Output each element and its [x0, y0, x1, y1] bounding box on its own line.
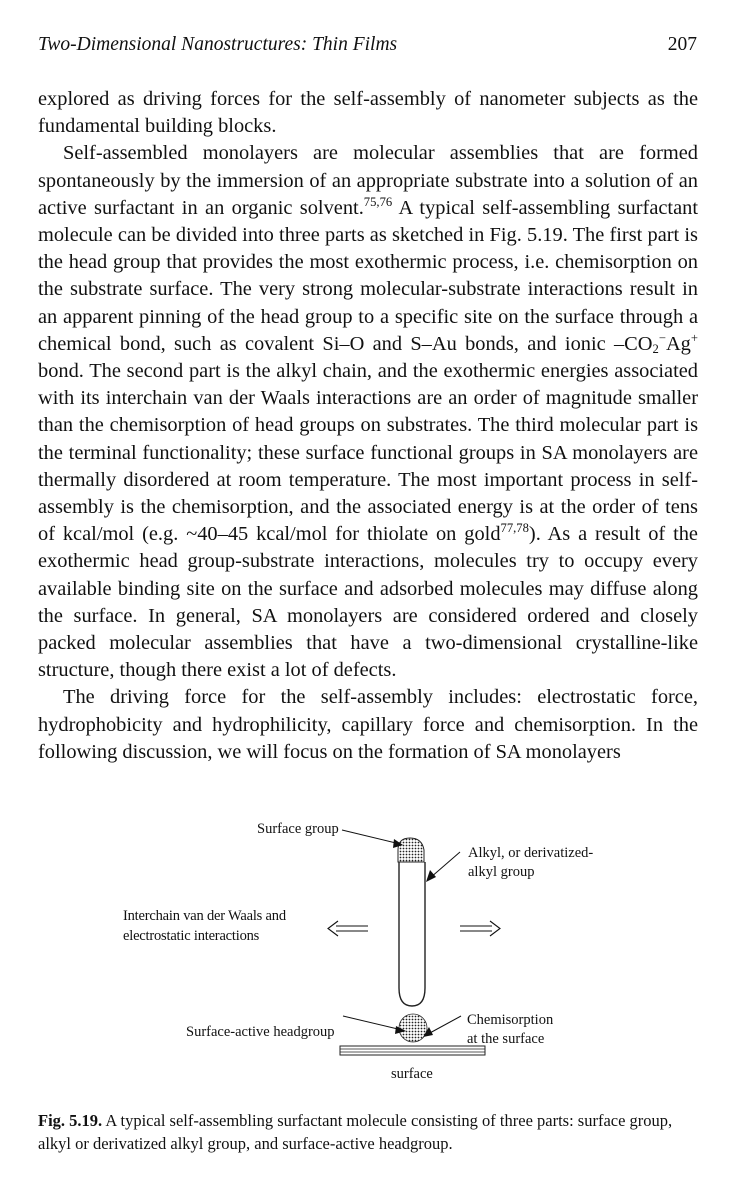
surfactant-molecule-diagram	[0, 820, 737, 1100]
label-surface-group: Surface group	[257, 821, 339, 837]
body-text	[38, 86, 698, 766]
caption-label: Fig. 5.19.	[38, 1111, 103, 1130]
p2-part4: ). As a result of the exothermic head group-substrate interactions, molecules try to occupy every available binding site on the surface and adsorbed molecules may diffuse along the surface. In general, SA monolayers are considered ordered and closely packed molecular assemblies that have a two-dimensional crystalline-like structure, though there exist a lot of defects.	[38, 523, 698, 682]
superscript-minus: −	[658, 331, 666, 345]
figure-5-19	[0, 820, 737, 1100]
left-double-arrow	[328, 921, 368, 936]
label-chemisorption-line1: Chemisorption	[467, 1012, 554, 1028]
label-alkyl-line2: alkyl group	[468, 864, 535, 880]
paragraph-3: The driving force for the self-assembly includes: electrostatic force, hydrophobicity and hydrophilicity, capillary force and chemisorption. In the following discussion, we will focus on the formation of SA monolayers	[38, 686, 698, 763]
alkyl-pointer	[430, 852, 460, 878]
p2-part1: Self-assembled monolayers are molecular assemblies that are formed spontaneously by the immersion of an appropriate substrate into a solution of an active surfactant in an organic solvent.	[38, 142, 698, 219]
figure-caption	[38, 1110, 700, 1155]
caption-text: A typical self-assembling surfactant molecule consisting of three parts: surface group, alkyl or derivatized alkyl group, and surface-active headgroup.	[38, 1111, 673, 1153]
label-interchain-line1: Interchain van der Waals and	[123, 908, 286, 924]
page-header	[38, 34, 697, 64]
citation-75-76: 75,76	[363, 194, 393, 209]
label-headgroup: Surface-active headgroup	[186, 1024, 335, 1040]
headgroup-pointer	[343, 1016, 402, 1030]
label-surface: surface	[391, 1066, 433, 1082]
page-number: 207	[667, 34, 697, 55]
citation-77-78: 77,78	[500, 521, 529, 536]
substrate-surface	[340, 1046, 485, 1055]
label-chemisorption-line2: at the surface	[467, 1031, 545, 1047]
paragraph-1: explored as driving forces for the self-assembly of nanometer subjects as the fundamental building blocks.	[38, 88, 698, 138]
superscript-plus: +	[690, 331, 698, 345]
surface-group-blob	[398, 838, 424, 862]
headgroup-circle	[399, 1014, 427, 1042]
surface-group-pointer	[342, 830, 400, 844]
label-alkyl-line1: Alkyl, or derivatized-	[468, 845, 594, 861]
subscript-2: 2	[652, 341, 659, 356]
running-title: Two-Dimensional Nanostructures: Thin Films	[38, 34, 398, 55]
chemisorption-pointer	[428, 1016, 461, 1034]
alkyl-chain-tube	[399, 862, 425, 1006]
paragraph-2	[38, 140, 698, 684]
p2-part2: A typical self-assembling surfactant molecule can be divided into three parts as sketched in Fig. 5.19. The first part is the head group that provides the most exothermic process, i.e. chemisorption on the substrate surface. The very strong molecular-substrate interactions result in an apparent pinning of the head group to a specific site on the surface through a chemical bond, such as covalent Si–O and S–Au bonds, and ionic –CO	[38, 196, 699, 355]
silver-symbol: Ag	[665, 332, 691, 355]
p2-part3: bond. The second part is the alkyl chain, and the exothermic energies associated with its interchain van der Waals interactions are an order of magnitude smaller than the chemisorption of head groups on substrates. The third molecular part is the terminal functionality; these surface functional groups in SA monolayers are thermally disordered at room temperature. The most important process in self-assembly is the chemisorption, and the associated energy is at the order of tens of kcal/mol (e.g. ~40–45 kcal/mol for thiolate on gold	[38, 360, 698, 546]
label-interchain-line2: electrostatic interactions	[123, 928, 260, 944]
right-double-arrow	[460, 921, 500, 936]
